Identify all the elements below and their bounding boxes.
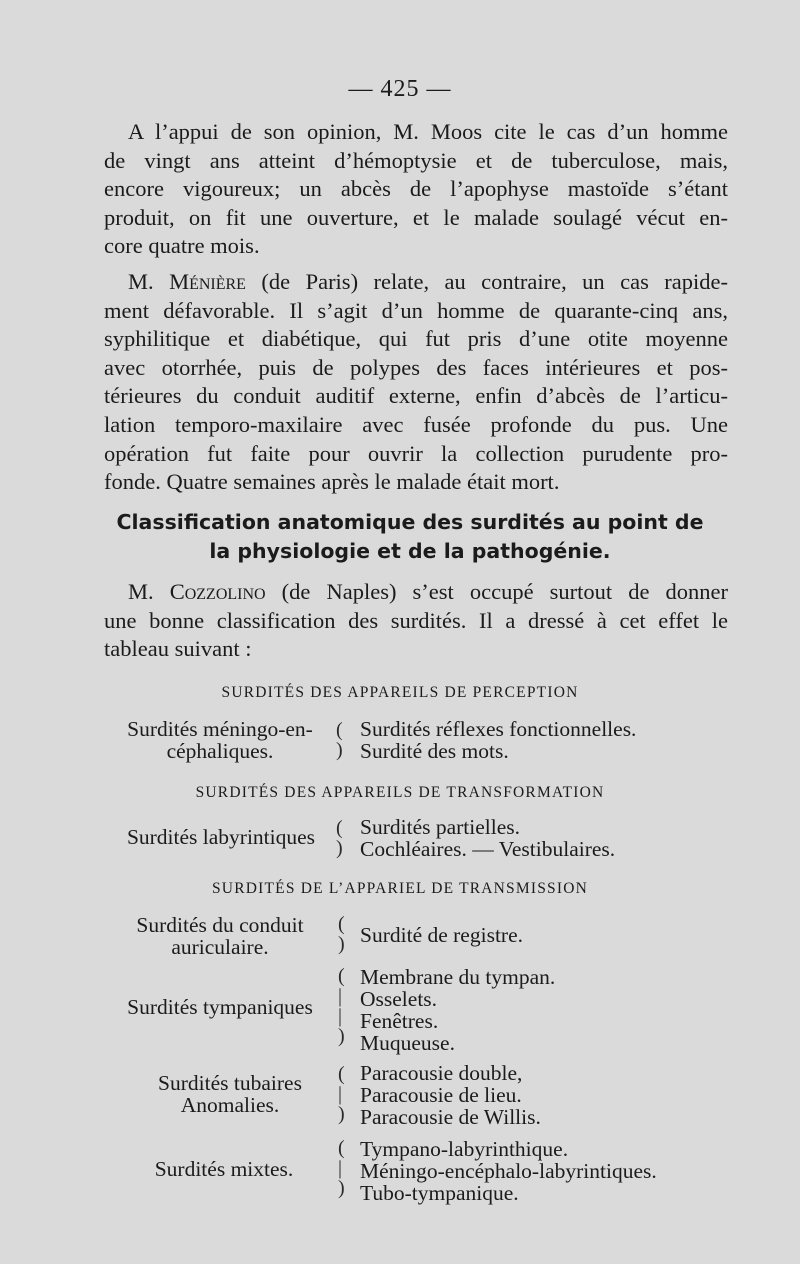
row-values (360, 1138, 740, 1204)
row-value: Surdité des mots. (360, 739, 509, 763)
row-label (100, 914, 340, 958)
row-value: Surdité de registre. (360, 923, 523, 947)
heading-line: Classification anatomique des surdités au point de (116, 510, 704, 534)
row-value: Tympano-labyrinthique. (360, 1137, 569, 1161)
heading-line: la physiologie et de la pathogénie. (209, 539, 611, 563)
text-line: de vingt ans atteint d’hémoptysie et de tuberculose, mais, (104, 147, 728, 173)
row-value: Méningo-encéphalo-labyrintiques. (360, 1159, 657, 1183)
author-name: Ménière (169, 269, 246, 294)
row-values (360, 1062, 740, 1128)
row-value: Paracousie double, (360, 1061, 523, 1085)
row-value: Surdités réflexes fonctionnelles. (360, 717, 637, 741)
text-line: produit, on fit une ouverture, et le malade soulagé vécut en- (104, 204, 728, 230)
text-line: encore vigoureux; un abcès de l’apophyse mastoïde s’étant (104, 176, 728, 202)
text-line: core quatre mois. (104, 233, 260, 259)
lead-text: M. (128, 269, 154, 294)
row-value: Surdités partielles. (360, 815, 521, 839)
row-values (360, 718, 740, 762)
text-line: A l’appui de son opinion, M. Moos cite le cas d’un homme (128, 119, 728, 144)
brace-icon: ( | | ) (338, 965, 345, 1047)
row-label-line: Surdités du conduit (136, 913, 304, 937)
row-values (360, 966, 740, 1054)
line-rest: (de Naples) s’est occupé surtout de donner (265, 579, 728, 604)
row-label: Surdités mixtes. (154, 1157, 294, 1181)
table-section-title: SURDITÉS DES APPAREILS DE PERCEPTION (221, 684, 579, 701)
row-value: Tubo-tympanique. (360, 1181, 519, 1205)
row-label-line: auriculaire. (171, 935, 269, 959)
paragraph-cozzolino (104, 578, 728, 664)
row-label (110, 1072, 350, 1116)
page-number: — 425 — (348, 76, 452, 102)
text-line (104, 578, 728, 607)
text-line (104, 268, 728, 297)
text-line: ment défavorable. Il s’agit d’un homme de quarante-cinq ans, (104, 297, 728, 323)
section-heading (90, 508, 730, 566)
brace-icon: ( ) (336, 719, 343, 761)
row-values (360, 816, 740, 860)
paragraph-meniere (104, 268, 728, 497)
row-value: Fenêtres. (360, 1009, 439, 1033)
lead-text: M. (128, 579, 154, 604)
row-label: Surdités labyrintiques (126, 825, 316, 849)
paragraph-moos (104, 118, 728, 261)
row-value: Cochléaires. — Vestibulaires. (360, 837, 616, 861)
row-label-line: céphaliques. (166, 739, 274, 763)
author-name: Cozzolino (169, 579, 266, 604)
row-value: Paracousie de lieu. (360, 1083, 522, 1107)
row-label-line: Surdités méningo-en- (127, 717, 313, 741)
text-line: avec otorrhée, puis de polypes des faces intérieures et pos- (104, 354, 728, 380)
table-section-title: SURDITÉS DE L’APPARIEL DE TRANSMISSION (211, 880, 589, 897)
brace-icon: ( | ) (338, 1063, 345, 1125)
brace-icon: ( ) (336, 817, 343, 859)
line-rest: (de Paris) relate, au contraire, un cas rapide- (245, 269, 728, 294)
row-label (100, 718, 340, 762)
text-line: une bonne classification des surdités. Il a dressé à cet effet le (104, 607, 728, 633)
row-label-line: Surdités tubaires (158, 1071, 302, 1095)
text-line: syphilitique et diabétique, qui fut pris d’une otite moyenne (104, 326, 728, 352)
row-value: Membrane du tympan. (360, 965, 556, 989)
row-value: Muqueuse. (360, 1031, 455, 1055)
row-label-line: Anomalies. (180, 1093, 280, 1117)
text-line: lation temporo-maxilaire avec fusée profonde du pus. Une (104, 411, 728, 437)
table-section-title: SURDITÉS DES APPAREILS DE TRANSFORMATION (195, 784, 605, 801)
text-line: térieures du conduit auditif externe, enfin d’abcès de l’articu- (104, 383, 728, 409)
text-line: tableau suivant : (104, 636, 252, 662)
row-value: Paracousie de Willis. (360, 1105, 541, 1129)
row-values (360, 924, 740, 946)
brace-icon: ( ) (338, 913, 345, 955)
text-line: fonde. Quatre semaines après le malade était mort. (104, 469, 560, 495)
row-value: Osselets. (360, 987, 438, 1011)
brace-icon: ( | ) (338, 1137, 345, 1199)
text-line: opération fut faite pour ouvrir la collection purudente pro- (104, 440, 728, 466)
row-label: Surdités tympaniques (127, 995, 313, 1019)
